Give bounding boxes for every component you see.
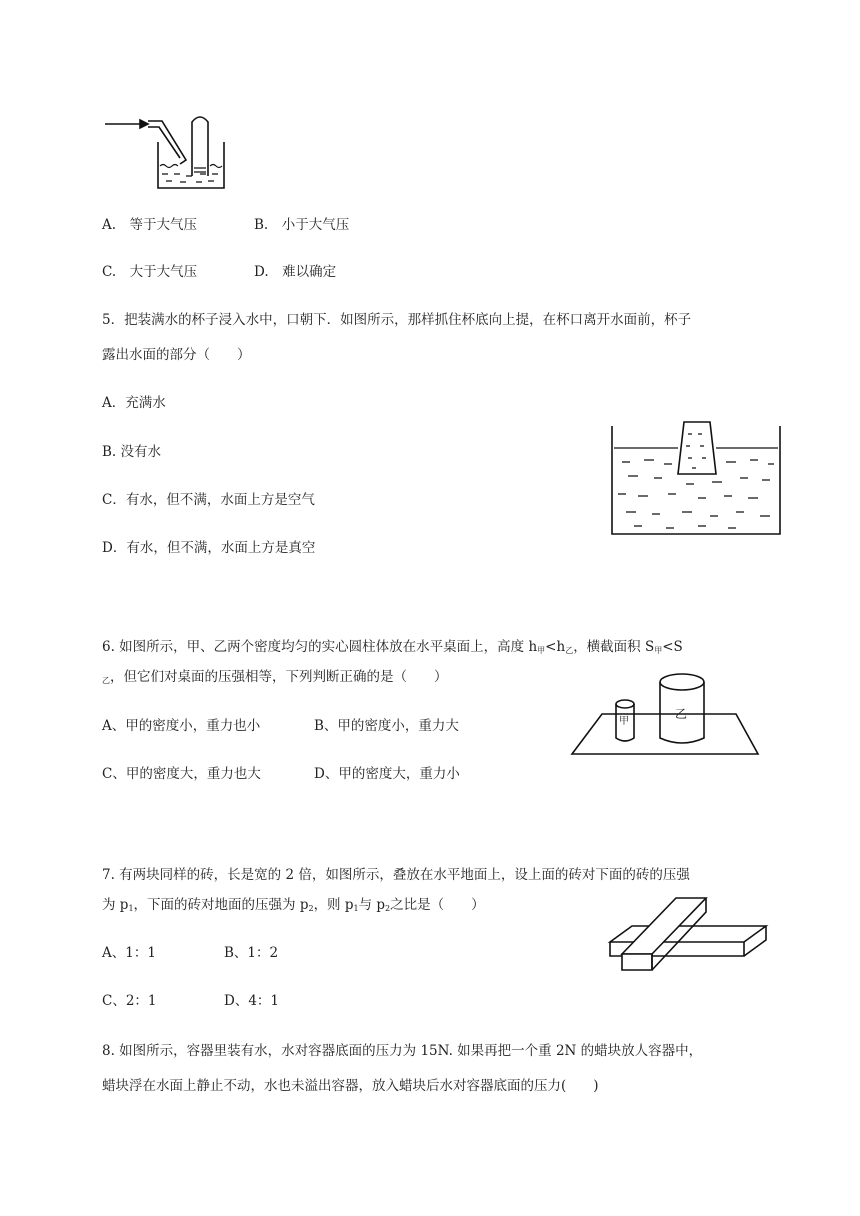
q7-option-d: D、4：1 <box>224 993 280 1009</box>
q4-option-b: B. 小于大气压 <box>254 217 350 233</box>
q5-stem-line2: 露出水面的部分（ ） <box>102 347 251 363</box>
q5-option-d: D．有水，但不满，水面上方是真空 <box>102 540 316 556</box>
q6-option-d: D、甲的密度大，重力小 <box>314 766 460 782</box>
q7-text-c: ，则 p <box>313 897 354 913</box>
q5-option-a: A．充满水 <box>102 395 166 411</box>
q6-subscript-yi: 乙 <box>565 646 574 655</box>
q4-option-c: C. 大于大气压 <box>102 264 198 280</box>
q7-sub-1b: 1 <box>353 904 359 913</box>
q6-option-a: A、甲的密度小，重力也小 <box>102 718 261 734</box>
q6-option-c: C、甲的密度大，重力也大 <box>102 766 261 782</box>
q7-sub-1: 1 <box>128 904 134 913</box>
q7-option-b: B、1：2 <box>224 945 279 961</box>
q4-option-a: A. 等于大气压 <box>102 217 198 233</box>
q7-text-a: 为 p <box>102 897 129 913</box>
q6-subscript-yi-2: 乙 <box>102 676 110 685</box>
q7-stem-line1: 7. 有两块同样的砖，长是宽的 2 倍，如图所示，叠放在水平地面上，设上面的砖对下面的砖的压强 <box>102 867 690 883</box>
q6-stem-text-d: ，但它们对桌面的压强相等，下列判断正确的是（ ） <box>110 669 448 685</box>
q6-figure-label-yi: 乙 <box>675 707 688 721</box>
q6-subscript-jia: 甲 <box>537 646 546 655</box>
q7-text-b: ，下面的砖对地面的压强为 p <box>133 897 309 913</box>
q7-sub-2: 2 <box>308 904 314 913</box>
q6-cylinders-on-table-figure <box>568 666 764 762</box>
q6-stem-line2 <box>102 667 448 691</box>
q7-option-a: A、1：1 <box>102 945 156 961</box>
q5-option-b: B. 没有水 <box>102 444 162 460</box>
q7-option-c: C、2：1 <box>102 993 157 1009</box>
q7-stacked-bricks-figure <box>606 890 776 976</box>
q7-text-d: 与 p <box>358 897 386 913</box>
q6-lt-h: <h <box>545 639 566 655</box>
q6-stem-text-c: <S <box>662 639 683 655</box>
q6-figure-label-jia: 甲 <box>619 716 629 727</box>
q6-stem-text-b: ，横截面积 S <box>573 639 655 655</box>
q4-apparatus-figure <box>100 108 240 198</box>
q7-sub-2b: 2 <box>385 904 391 913</box>
q8-stem-line2: 蜡块浮在水面上静止不动，水也未溢出容器，放入蜡块后水对容器底面的压力( ) <box>102 1078 599 1094</box>
q7-text-e: 之比是（ ） <box>390 897 485 913</box>
q6-subscript-jia-2: 甲 <box>654 646 663 655</box>
q5-stem-line1: 5．把装满水的杯子浸入水中，口朝下．如图所示，那样抓住杯底向上提，在杯口离开水面前，杯子 <box>102 312 692 328</box>
q6-stem-line1 <box>102 637 683 661</box>
q8-stem-line1: 8. 如图所示，容器里装有水，水对容器底面的压力为 15N. 如果再把一个重 2N 的蜡块放人容器中， <box>102 1043 703 1059</box>
q6-option-b: B、甲的密度小，重力大 <box>314 718 459 734</box>
q4-option-d: D. 难以确定 <box>254 264 337 280</box>
q5-option-c: C．有水，但不满，水面上方是空气 <box>102 492 315 508</box>
q5-cup-in-water-figure <box>608 412 784 538</box>
q7-stem-line2 <box>102 895 485 919</box>
q6-stem-text-a: 6. 如图所示，甲、乙两个密度均匀的实心圆柱体放在水平桌面上，高度 h <box>102 639 538 655</box>
